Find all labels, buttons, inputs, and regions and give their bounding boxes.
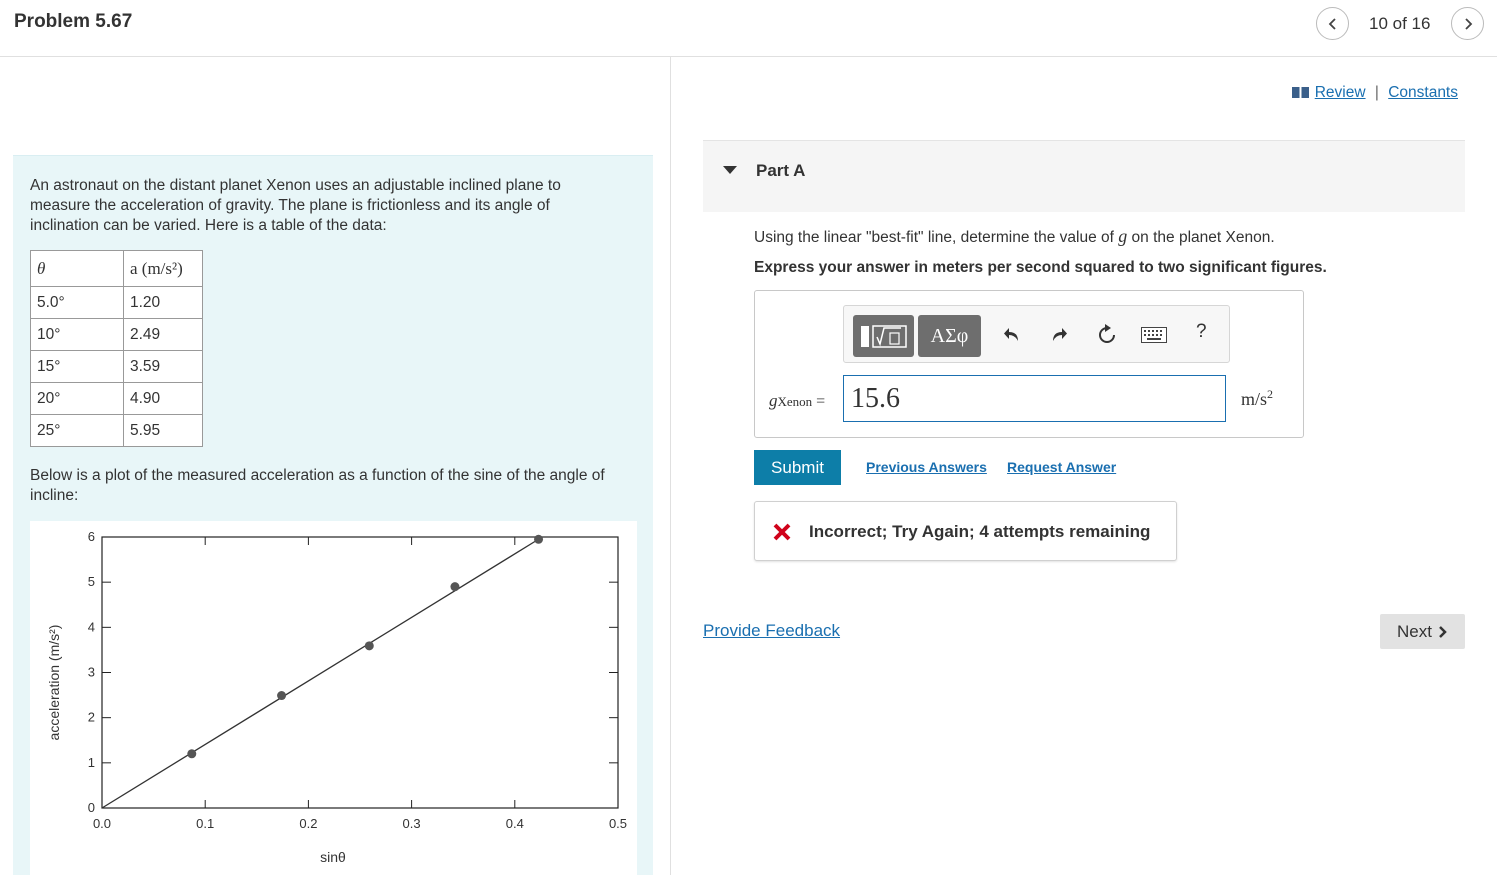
submit-button[interactable]: Submit bbox=[754, 450, 841, 485]
separator: | bbox=[1374, 84, 1379, 101]
answer-box bbox=[754, 290, 1304, 438]
x-tick-label: 0.0 bbox=[92, 816, 112, 831]
book-icon bbox=[1292, 87, 1309, 98]
x-tick-label: 0.3 bbox=[402, 816, 421, 831]
review-link[interactable]: Review bbox=[1314, 84, 1366, 101]
plot-svg bbox=[30, 521, 637, 875]
keyboard-icon[interactable] bbox=[1140, 323, 1168, 347]
table-cell: 2.49 bbox=[124, 319, 203, 351]
table-cell: 20° bbox=[31, 383, 124, 415]
next-problem-button[interactable] bbox=[1451, 7, 1484, 40]
next-label: Next bbox=[1397, 621, 1432, 641]
collapse-caret-icon[interactable] bbox=[723, 166, 737, 174]
y-axis-label: acceleration (m/s²) bbox=[46, 624, 62, 741]
y-tick-label: 0 bbox=[87, 800, 95, 815]
y-tick-label: 3 bbox=[87, 664, 95, 680]
table-cell: 25° bbox=[31, 415, 124, 447]
x-axis-label: sinθ bbox=[320, 849, 346, 865]
table-header-row bbox=[31, 251, 203, 287]
table-cell: 1.20 bbox=[124, 287, 203, 319]
answer-unit: $m/s^2$ bbox=[1241, 387, 1274, 409]
x-tick-label: 0.4 bbox=[505, 816, 524, 831]
constants-link[interactable]: Constants bbox=[1388, 84, 1458, 101]
table-cell: 5.0° bbox=[31, 287, 124, 319]
table-row bbox=[31, 415, 203, 447]
math-toolbar bbox=[843, 305, 1230, 363]
answer-input[interactable] bbox=[843, 375, 1226, 422]
y-tick-label: 5 bbox=[87, 574, 95, 590]
previous-answers-link[interactable]: Previous Answers bbox=[866, 459, 987, 475]
question-text: Using the linear "best-fit" line, determine the value of g on the planet Xenon. bbox=[754, 226, 1275, 246]
panel-divider bbox=[670, 57, 671, 875]
previous-problem-button[interactable] bbox=[1316, 7, 1349, 40]
table-header-acceleration: a (m/s²) bbox=[124, 251, 203, 287]
problem-progress: 10 of 16 bbox=[1369, 14, 1431, 33]
table-row bbox=[31, 383, 203, 415]
data-point bbox=[534, 535, 543, 544]
table-cell: 15° bbox=[31, 351, 124, 383]
y-tick-label: 4 bbox=[87, 619, 95, 635]
templates-icon bbox=[853, 315, 914, 357]
data-point bbox=[187, 749, 196, 758]
plot-description: Below is a plot of the measured acceleration as a function of the sine of the angle of incline: bbox=[30, 467, 605, 504]
table-header-theta: θ bbox=[31, 251, 124, 287]
templates-button[interactable] bbox=[853, 315, 914, 357]
table-cell: 3.59 bbox=[124, 351, 203, 383]
acceleration-plot bbox=[30, 521, 637, 875]
data-point bbox=[277, 691, 286, 700]
intro-text: An astronaut on the distant planet Xenon uses an adjustable inclined plane to measure the acceleration of gravity. The plane is frictionless and its angle of inclination can be varied. Here is a table of the data: bbox=[30, 177, 561, 234]
review-constants-bar bbox=[1292, 84, 1458, 102]
x-tick-label: 0.5 bbox=[608, 816, 628, 831]
feedback-text: Incorrect; Try Again; 4 attempts remaining bbox=[809, 522, 1151, 541]
help-button[interactable]: ? bbox=[1196, 321, 1207, 342]
table-row bbox=[31, 287, 203, 319]
redo-icon[interactable] bbox=[1047, 323, 1071, 347]
top-bar bbox=[0, 0, 1497, 57]
answer-instructions: Express your answer in meters per second squared to two significant figures. bbox=[754, 259, 1327, 276]
table-cell: 10° bbox=[31, 319, 124, 351]
part-a-header[interactable] bbox=[703, 140, 1465, 212]
undo-icon[interactable] bbox=[1000, 323, 1024, 347]
table-cell: 4.90 bbox=[124, 383, 203, 415]
request-answer-link[interactable]: Request Answer bbox=[1007, 459, 1117, 475]
part-a-title: Part A bbox=[756, 161, 806, 180]
y-tick-label: 6 bbox=[87, 529, 95, 544]
data-point bbox=[450, 582, 459, 591]
chevron-right-icon bbox=[1438, 625, 1448, 639]
data-point bbox=[365, 641, 374, 650]
x-tick-label: 0.2 bbox=[299, 816, 318, 831]
provide-feedback-link[interactable]: Provide Feedback bbox=[703, 621, 841, 640]
greek-symbols-button[interactable]: ΑΣφ bbox=[918, 315, 981, 357]
table-row bbox=[31, 351, 203, 383]
data-table bbox=[30, 250, 203, 447]
chevron-left-icon bbox=[1327, 17, 1339, 31]
chevron-right-icon bbox=[1462, 17, 1474, 31]
problem-title: Problem 5.67 bbox=[14, 11, 133, 32]
table-cell: 5.95 bbox=[124, 415, 203, 447]
reset-icon[interactable] bbox=[1095, 323, 1119, 347]
best-fit-line bbox=[102, 539, 539, 808]
answer-variable-label: gXenon = bbox=[769, 391, 826, 410]
next-button[interactable] bbox=[1380, 614, 1465, 649]
problem-statement-panel bbox=[13, 155, 653, 875]
incorrect-x-icon bbox=[772, 522, 792, 542]
y-tick-label: 2 bbox=[87, 709, 95, 725]
x-tick-label: 0.1 bbox=[196, 816, 215, 831]
plot-frame bbox=[102, 537, 618, 808]
y-tick-label: 1 bbox=[87, 754, 95, 770]
feedback-message bbox=[754, 501, 1177, 561]
table-row bbox=[31, 319, 203, 351]
